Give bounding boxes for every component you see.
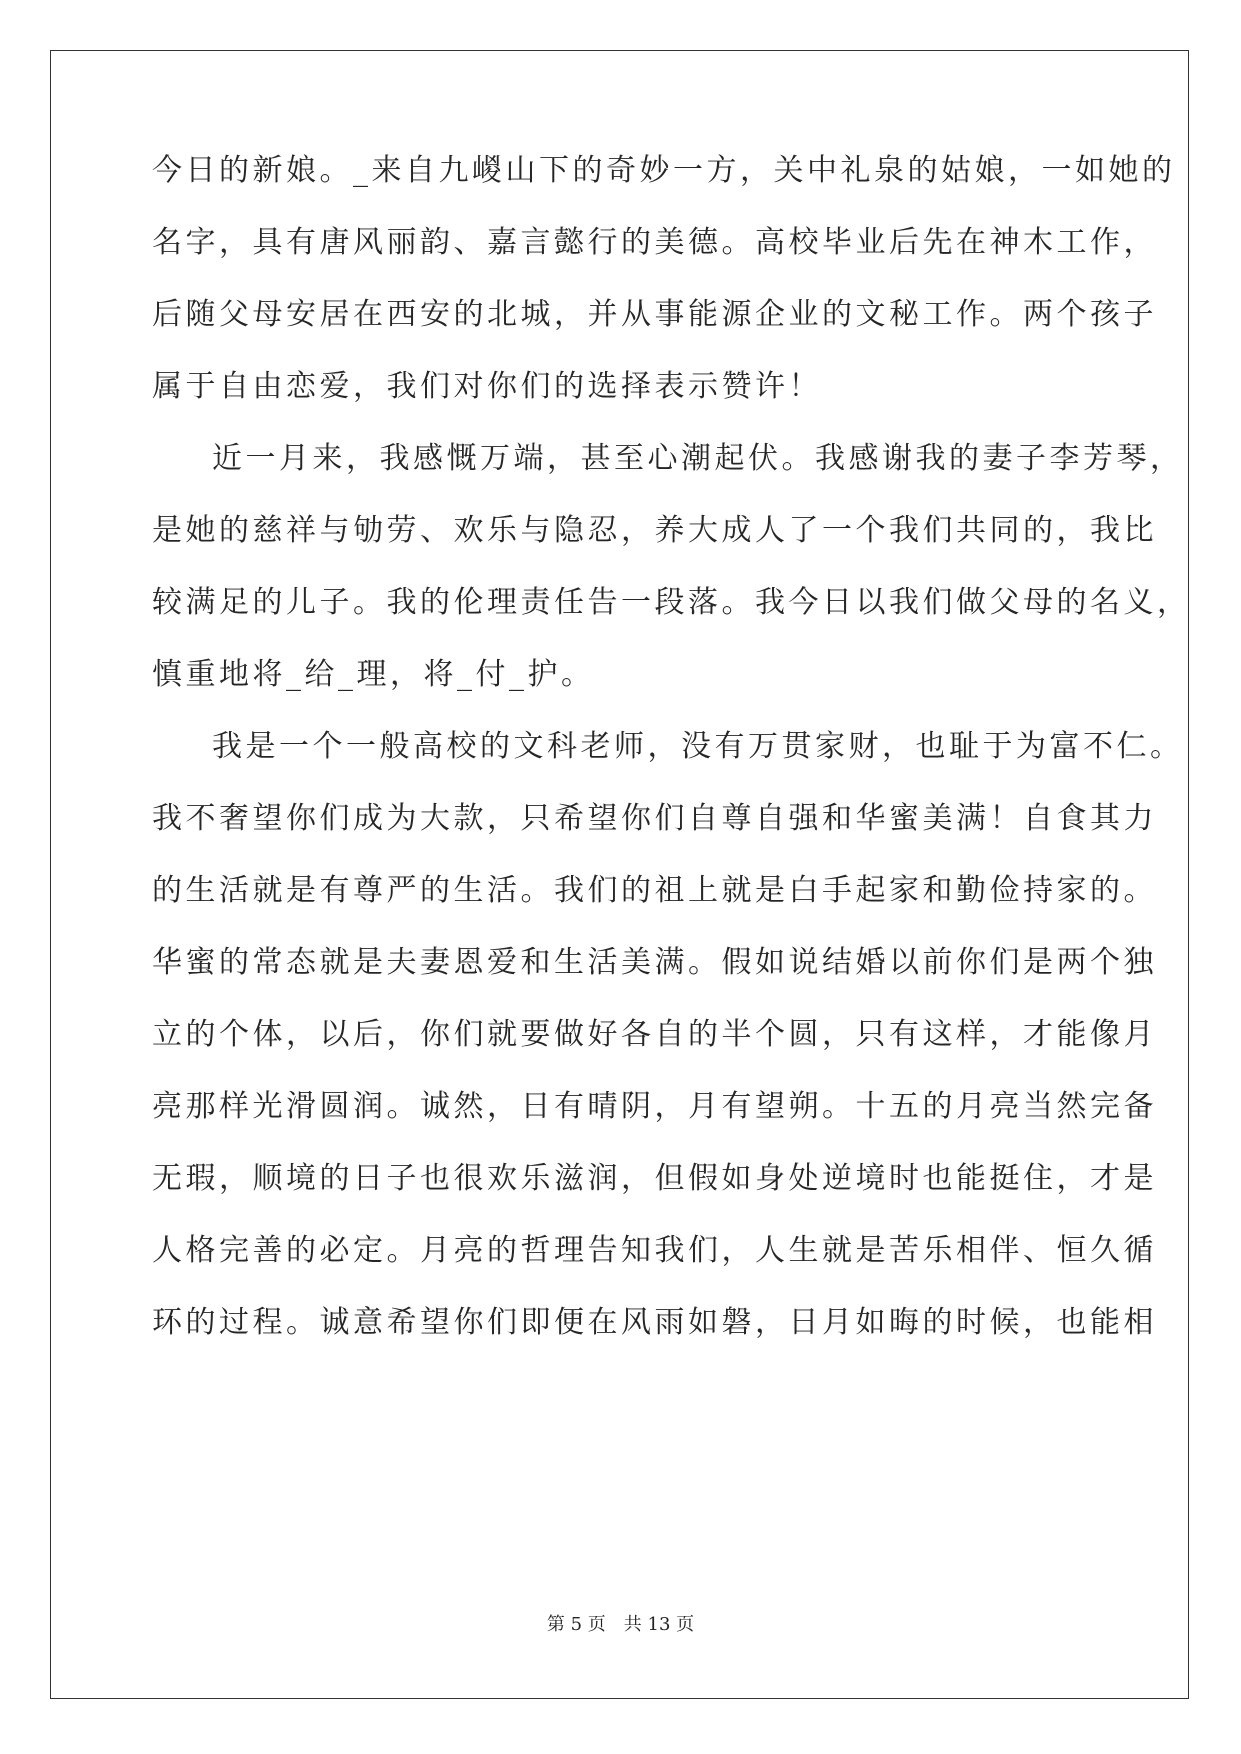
page-total: 共 13 页 [623,1614,695,1635]
text-line: 慎重地将_给_理，将_付_护。 [152,657,595,692]
text-line: 较满足的儿子。我的伦理责任告一段落。我今日以我们做父母的名义， [152,585,1191,620]
text-line: 环的过程。诚意希望你们即便在风雨如磐，日月如晦的时候，也能相 [152,1305,1157,1340]
text-line: 今日的新娘。_来自九嵕山下的奇妙一方，关中礼泉的姑娘，一如她的 [152,153,1176,188]
text-line: 华蜜的常态就是夫妻恩爱和生活美满。假如说结婚以前你们是两个独 [152,945,1157,980]
page-footer [0,1614,1241,1636]
text-line: 是她的慈祥与劬劳、欢乐与隐忍，养大成人了一个我们共同的，我比 [152,513,1157,548]
page-number: 第 5 页 [546,1614,606,1635]
text-line: 名字，具有唐风丽韵、嘉言懿行的美德。高校毕业后先在神木工作， [152,225,1157,260]
text-line: 后随父母安居在西安的北城，并从事能源企业的文秘工作。两个孩子 [152,297,1157,332]
text-line: 人格完善的必定。月亮的哲理告知我们，人生就是苦乐相伴、恒久循 [152,1233,1157,1268]
text-line: 无瑕，顺境的日子也很欢乐滋润，但假如身处逆境时也能挺住，才是 [152,1161,1157,1196]
text-line: 我不奢望你们成为大款，只希望你们自尊自强和华蜜美满！自食其力 [152,801,1157,836]
text-line: 的生活就是有尊严的生活。我们的祖上就是白手起家和勤俭持家的。 [152,873,1157,908]
text-line: 属于自由恋爱，我们对你们的选择表示赞许！ [152,369,822,404]
paragraph-first-line: 近一月来，我感慨万端，甚至心潮起伏。我感谢我的妻子李芳琴， [212,441,1184,476]
text-line: 亮那样光滑圆润。诚然，日有晴阴，月有望朔。十五的月亮当然完备 [152,1089,1157,1124]
paragraph-first-line: 我是一个一般高校的文科老师，没有万贯家财，也耻于为富不仁。 [212,729,1184,764]
text-line: 立的个体，以后，你们就要做好各自的半个圆，只有这样，才能像月 [152,1017,1157,1052]
